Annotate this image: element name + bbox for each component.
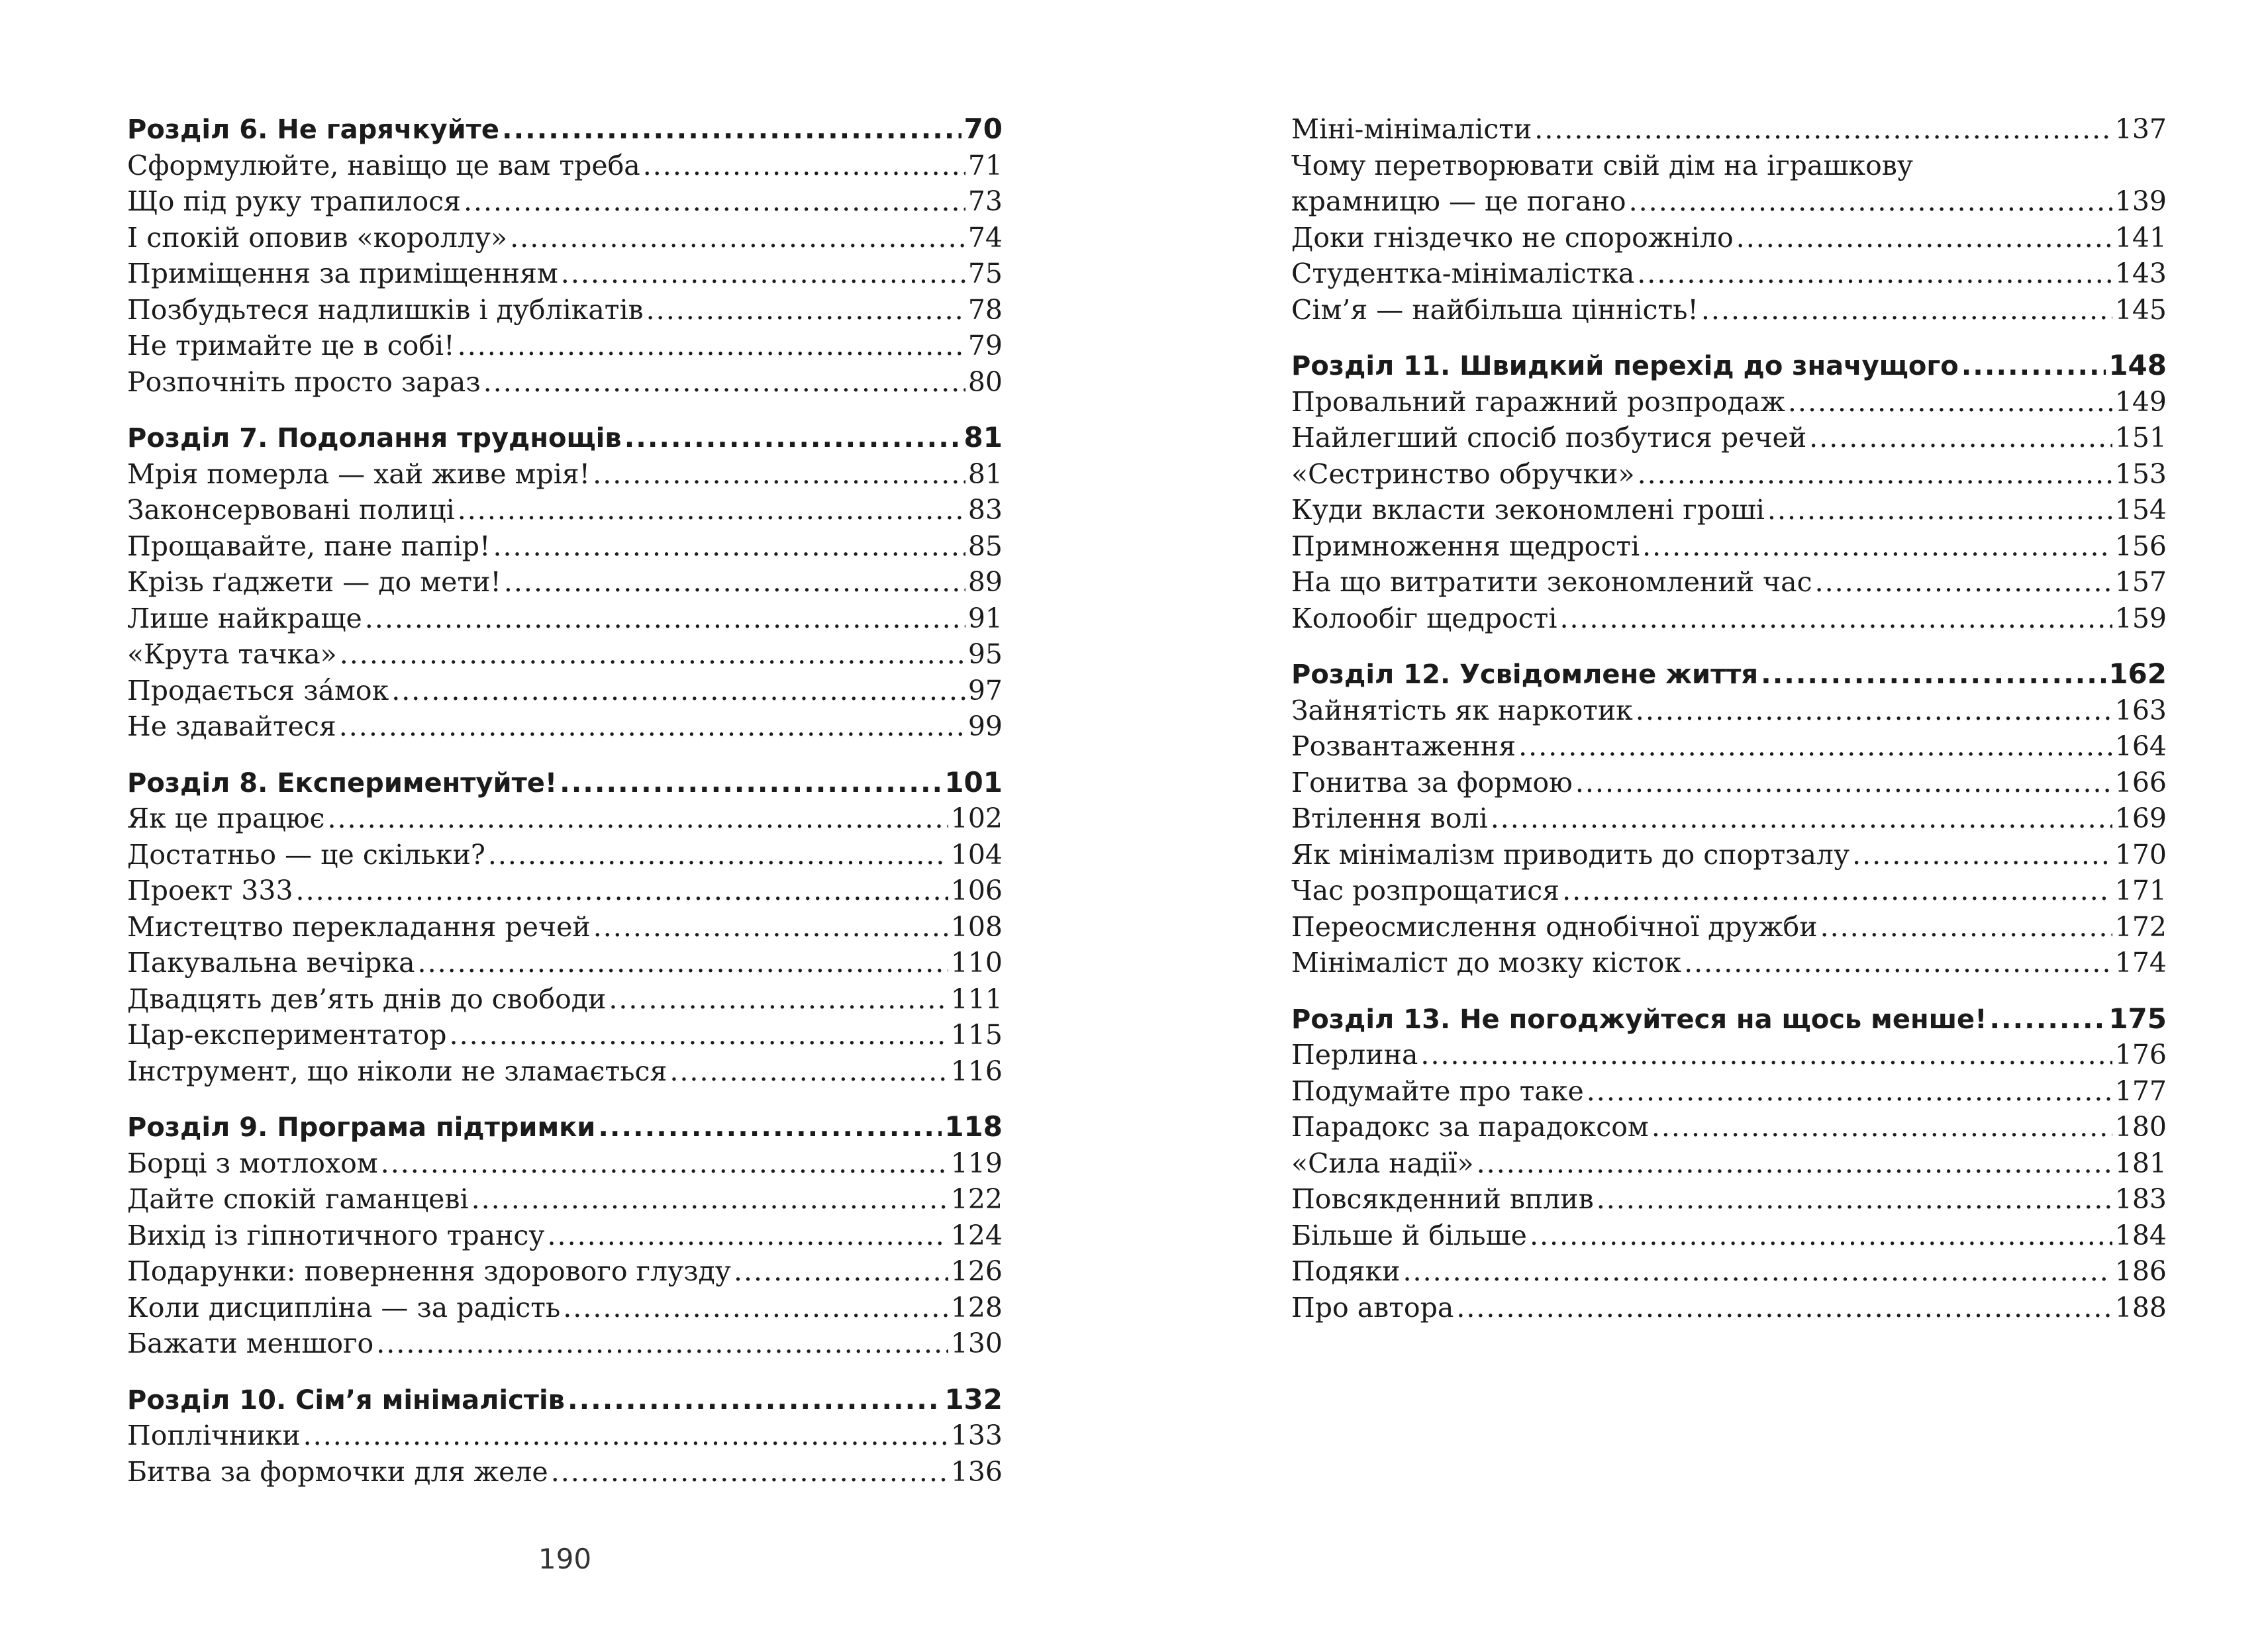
dot-leader	[327, 800, 948, 836]
toc-entry	[127, 1053, 1003, 1089]
toc-entry	[127, 456, 1003, 492]
entry-title: Вихід із гіпнотичного трансу	[127, 1219, 545, 1251]
entry-title: Мистецтво перекладання речей	[127, 910, 591, 943]
entry-title: Доки гніздечко не спорожніло	[1291, 221, 1734, 254]
toc-entry	[1291, 111, 2167, 147]
entry-title: Найлегший спосіб позбутися речей	[1291, 422, 1807, 454]
entry-title: Як це працює	[127, 802, 325, 834]
entry-page-number: 110	[950, 947, 1003, 979]
dot-leader	[1736, 220, 2112, 256]
dot-leader	[1961, 348, 2106, 383]
entry-title: Міні-мінімалісти	[1291, 113, 1532, 145]
entry-title: Втілення волі	[1291, 802, 1488, 834]
entry-page-number: 74	[967, 221, 1003, 254]
entry-title: «Сестринство обручки»	[1291, 458, 1635, 490]
toc-entry	[127, 328, 1003, 363]
dot-leader	[598, 1109, 942, 1145]
toc-chapter-entry	[1291, 1001, 2167, 1037]
toc-entry	[127, 183, 1003, 219]
dot-leader	[1559, 601, 2112, 636]
toc-entry	[1291, 1073, 2167, 1109]
entry-title: Зайнятість як наркотик	[1291, 694, 1633, 726]
entry-page-number: 119	[950, 1147, 1003, 1179]
chapter-title: Розділ 11. Швидкий перехід до значущого	[1291, 351, 1959, 381]
dot-leader	[504, 564, 965, 600]
toc-entry	[1291, 183, 2167, 219]
toc-entry	[127, 220, 1003, 256]
entry-page-number: 183	[2114, 1183, 2167, 1215]
toc-entry	[1291, 456, 2167, 492]
entry-page-number: 149	[2114, 385, 2167, 418]
dot-leader	[567, 1382, 942, 1418]
entry-page-number: 169	[2114, 802, 2167, 834]
entry-title: Перлина	[1291, 1039, 1418, 1071]
dot-leader	[1642, 528, 2112, 564]
entry-title: Подарунки: повернення здорового глузду	[127, 1255, 731, 1287]
toc-entry	[127, 1253, 1003, 1289]
toc-entry	[1291, 601, 2167, 636]
dot-leader	[1788, 384, 2112, 420]
toc-entry	[127, 364, 1003, 400]
entry-page-number: 151	[2114, 422, 2167, 454]
entry-title: І спокій оповив «короллу»	[127, 221, 508, 254]
dot-leader	[609, 981, 948, 1017]
entry-page-number: 145	[2114, 293, 2167, 326]
toc-entry	[127, 800, 1003, 836]
entry-page-number: 133	[950, 1420, 1003, 1451]
dot-leader	[561, 256, 965, 291]
dot-leader	[593, 909, 948, 945]
entry-title: Лише найкраще	[127, 602, 362, 634]
entry-page-number: 85	[967, 530, 1003, 562]
entry-title: Сім’я — найбільша цінність!	[1291, 293, 1699, 326]
chapter-title: Розділ 6. Не гарячкуйте	[127, 115, 499, 145]
entry-page-number: 115	[950, 1019, 1003, 1051]
entry-page-number: 186	[2114, 1255, 2167, 1287]
entry-title: Час розпрощатися	[1291, 875, 1560, 906]
entry-page-number: 102	[950, 802, 1003, 834]
entry-title: Розвантаження	[1291, 730, 1516, 762]
toc-entry	[1291, 728, 2167, 764]
entry-page-number: 99	[967, 710, 1003, 742]
entry-title: Битва за формочки для желе	[127, 1455, 548, 1488]
toc-entry	[1291, 693, 2167, 728]
dot-leader	[1456, 1290, 2112, 1326]
entry-page-number: 106	[950, 875, 1003, 906]
entry-page-number: 118	[944, 1110, 1003, 1143]
entry-page-number: 174	[2114, 947, 2167, 979]
entry-title: Коли дисципліна — за радість	[127, 1291, 561, 1324]
entry-page-number: 89	[967, 566, 1003, 598]
entry-title: Не тримайте це в собі!	[127, 330, 455, 362]
toc-entry	[127, 528, 1003, 564]
toc-entry	[1291, 1181, 2167, 1217]
dot-leader	[418, 945, 948, 981]
dot-leader	[1809, 420, 2112, 456]
dot-leader	[464, 183, 965, 219]
entry-title: Повсякденний вплив	[1291, 1183, 1594, 1215]
toc-entry	[127, 909, 1003, 945]
entry-title: Переосмислення однобічної дружби	[1291, 910, 1818, 943]
entry-page-number: 153	[2114, 458, 2167, 490]
entry-page-number: 157	[2114, 566, 2167, 598]
toc-entry	[1291, 1109, 2167, 1145]
entry-title: Цар-експериментатор	[127, 1019, 447, 1051]
entry-page-number: 70	[963, 113, 1003, 145]
toc-entry	[127, 945, 1003, 981]
entry-page-number: 97	[967, 674, 1003, 706]
entry-title: «Крута тачка»	[127, 638, 337, 670]
dot-leader	[643, 148, 965, 183]
entry-title: На що витратити зекономлений час	[1291, 566, 1812, 598]
dot-leader	[1852, 837, 2112, 873]
toc-entry	[1291, 800, 2167, 836]
toc-chapter-entry	[127, 765, 1003, 800]
toc-entry	[127, 492, 1003, 528]
entry-page-number: 91	[967, 602, 1003, 634]
dot-leader	[1820, 909, 2112, 945]
chapter-title: Розділ 7. Подолання труднощів	[127, 423, 622, 454]
entry-page-number: 116	[950, 1055, 1003, 1087]
dot-leader	[1761, 656, 2106, 692]
entry-title: Крізь ґаджети — до мети!	[127, 566, 501, 598]
toc-entry	[127, 981, 1003, 1017]
toc-entry	[127, 1290, 1003, 1326]
dot-leader	[376, 1326, 948, 1361]
dot-leader	[471, 1181, 948, 1217]
toc-chapter-entry	[127, 111, 1003, 147]
dot-leader	[646, 292, 965, 328]
entry-page-number: 162	[2108, 657, 2167, 690]
entry-title: Сформулюйте, навіщо це вам треба	[127, 149, 640, 181]
toc-entry	[127, 873, 1003, 908]
toc-chapter-entry	[1291, 348, 2167, 383]
toc-entry	[127, 1017, 1003, 1053]
chapter-title: Розділ 8. Експериментуйте!	[127, 767, 558, 798]
toc-entry	[127, 1218, 1003, 1253]
dot-leader	[381, 1145, 948, 1181]
chapter-title: Розділ 9. Програма підтримки	[127, 1112, 596, 1143]
dot-leader	[1420, 1037, 2112, 1073]
entry-title: Дайте спокій гаманцеві	[127, 1183, 469, 1215]
dot-leader	[1562, 873, 2112, 908]
entry-title: Чому перетворювати свій дім на іграшкову	[1291, 149, 1913, 181]
entry-page-number: 181	[2114, 1147, 2167, 1179]
toc-entry	[1291, 220, 2167, 256]
entry-page-number: 83	[967, 494, 1003, 526]
entry-title: Примноження щедрості	[1291, 530, 1640, 562]
entry-title: Як мінімалізм приводить до спортзалу	[1291, 838, 1850, 871]
chapter-title: Розділ 12. Усвідомлене життя	[1291, 659, 1759, 690]
dot-leader	[548, 1218, 948, 1253]
entry-title: Що під руку трапилося	[127, 185, 461, 217]
entry-title: Мрія померла — хай живе мрія!	[127, 458, 591, 490]
dot-leader	[502, 111, 961, 147]
page-number: 190	[538, 1543, 592, 1575]
entry-page-number: 126	[950, 1255, 1003, 1287]
toc-entry	[127, 292, 1003, 328]
dot-leader	[1989, 1001, 2106, 1037]
dot-leader	[1815, 564, 2112, 600]
toc-entry	[127, 256, 1003, 291]
dot-leader	[1534, 111, 2112, 147]
dot-leader	[1636, 693, 2112, 728]
dot-leader	[624, 420, 961, 456]
entry-page-number: 154	[2114, 494, 2167, 526]
entry-page-number: 188	[2114, 1291, 2167, 1324]
toc-entry	[1291, 1037, 2167, 1073]
toc-entry	[1291, 1145, 2167, 1181]
entry-title: Гонитва за формою	[1291, 766, 1573, 798]
toc-entry	[1291, 909, 2167, 945]
entry-title: Позбудьтеся надлишків і дублікатів	[127, 293, 644, 326]
dot-leader	[391, 673, 965, 708]
dot-leader	[1638, 456, 2112, 492]
dot-leader	[340, 636, 965, 672]
dot-leader	[1637, 256, 2112, 291]
dot-leader	[303, 1418, 948, 1453]
chapter-title: Розділ 13. Не погоджуйтеся на щось менше!	[1291, 1004, 1987, 1035]
entry-title: Інструмент, що ніколи не зламається	[127, 1055, 667, 1087]
entry-title: Куди вкласти зекономлені гроші	[1291, 494, 1765, 526]
toc-entry	[1291, 1218, 2167, 1253]
entry-title: Достатньо — це скільки?	[127, 838, 485, 871]
toc-entry	[127, 673, 1003, 708]
dot-leader	[1530, 1218, 2112, 1253]
entry-title: Подяки	[1291, 1255, 1401, 1287]
dot-leader	[493, 528, 965, 564]
toc-entry	[1291, 564, 2167, 600]
dot-leader	[563, 1290, 948, 1326]
toc-entry	[1291, 945, 2167, 981]
dot-leader	[1518, 728, 2112, 764]
entry-page-number: 122	[950, 1183, 1003, 1215]
entry-page-number: 73	[967, 185, 1003, 217]
dot-leader	[551, 1454, 948, 1490]
dot-leader	[450, 1017, 948, 1053]
dot-leader	[1597, 1181, 2112, 1217]
entry-page-number: 164	[2114, 730, 2167, 762]
entry-title: «Сила надії»	[1291, 1147, 1474, 1179]
entry-page-number: 124	[950, 1219, 1003, 1251]
entry-title: Не здавайтеся	[127, 710, 336, 742]
toc-chapter-entry	[127, 1382, 1003, 1418]
entry-title: Студентка-мінімалістка	[1291, 258, 1635, 289]
entry-title: Приміщення за приміщенням	[127, 258, 558, 289]
entry-title: Мінімаліст до мозку кісток	[1291, 947, 1682, 979]
toc-entry	[127, 601, 1003, 636]
toc-entry	[127, 837, 1003, 873]
entry-title: Пакувальна вечірка	[127, 947, 415, 979]
toc-entry	[127, 1181, 1003, 1217]
entry-title: Парадокс за парадоксом	[1291, 1111, 1649, 1143]
entry-title: крамницю — це погано	[1291, 185, 1626, 217]
entry-title: Колообіг щедрості	[1291, 602, 1557, 634]
dot-leader	[1767, 492, 2112, 528]
toc-entry	[1291, 873, 2167, 908]
entry-page-number: 172	[2114, 910, 2167, 943]
entry-title: Провальний гаражний розпродаж	[1291, 385, 1785, 418]
dot-leader	[1684, 945, 2112, 981]
toc-chapter-entry	[127, 1109, 1003, 1145]
entry-page-number: 79	[967, 330, 1003, 362]
toc-entry	[1291, 148, 2167, 183]
chapter-title: Розділ 10. Сім’я мінімалістів	[127, 1384, 565, 1416]
dot-leader	[296, 873, 948, 908]
entry-page-number: 137	[2114, 113, 2167, 145]
toc-entry	[127, 1454, 1003, 1490]
dot-leader	[1491, 800, 2112, 836]
entry-page-number: 177	[2114, 1075, 2167, 1107]
entry-page-number: 184	[2114, 1219, 2167, 1251]
entry-title: Борці з мотлохом	[127, 1147, 378, 1179]
toc-entry	[127, 708, 1003, 744]
dot-leader	[1629, 183, 2112, 219]
entry-page-number: 175	[2108, 1002, 2167, 1035]
dot-leader	[458, 492, 965, 528]
toc-entry	[1291, 256, 2167, 291]
entry-page-number: 166	[2114, 766, 2167, 798]
dot-leader	[458, 328, 965, 363]
entry-page-number: 81	[963, 421, 1003, 454]
entry-page-number: 170	[2114, 838, 2167, 871]
dot-leader	[1477, 1145, 2112, 1181]
entry-title: Поплічники	[127, 1420, 301, 1451]
entry-title: Більше й більше	[1291, 1219, 1527, 1251]
entry-page-number: 71	[967, 149, 1003, 181]
dot-leader	[1587, 1073, 2112, 1109]
toc-chapter-entry	[1291, 656, 2167, 692]
toc-entry	[1291, 420, 2167, 456]
entry-page-number: 128	[950, 1291, 1003, 1324]
dot-leader	[1575, 765, 2112, 800]
dot-leader	[339, 708, 965, 744]
entry-page-number: 104	[950, 838, 1003, 871]
toc-entry	[1291, 384, 2167, 420]
toc-chapter-entry	[127, 420, 1003, 456]
toc-entry	[127, 1326, 1003, 1361]
entry-page-number: 111	[950, 983, 1003, 1015]
entry-page-number: 130	[950, 1328, 1003, 1359]
entry-page-number: 143	[2114, 258, 2167, 289]
entry-page-number: 132	[944, 1382, 1003, 1416]
entry-page-number: 159	[2114, 602, 2167, 634]
entry-page-number: 163	[2114, 694, 2167, 726]
entry-title: Продається за́мок	[127, 674, 389, 706]
toc-entry	[127, 1418, 1003, 1453]
dot-leader	[365, 601, 965, 636]
entry-title: Прощавайте, пане папір!	[127, 530, 491, 562]
entry-title: Двадцять дев’ять днів до свободи	[127, 983, 607, 1015]
toc-entry	[1291, 765, 2167, 800]
toc-entry	[1291, 837, 2167, 873]
entry-page-number: 95	[967, 638, 1003, 670]
dot-leader	[560, 765, 942, 800]
toc-entry	[127, 636, 1003, 672]
entry-page-number: 171	[2114, 875, 2167, 906]
entry-page-number: 78	[967, 293, 1003, 326]
toc-entry	[127, 564, 1003, 600]
toc-entry	[1291, 292, 2167, 328]
entry-page-number: 139	[2114, 185, 2167, 217]
entry-page-number: 156	[2114, 530, 2167, 562]
toc-entry	[127, 148, 1003, 183]
entry-page-number: 148	[2108, 349, 2167, 381]
entry-page-number: 176	[2114, 1039, 2167, 1071]
entry-page-number: 136	[950, 1455, 1003, 1488]
toc-entry	[1291, 528, 2167, 564]
entry-page-number: 81	[967, 458, 1003, 490]
entry-page-number: 75	[967, 258, 1003, 289]
entry-title: Проект 333	[127, 875, 293, 906]
dot-leader	[510, 220, 965, 256]
toc-entry	[1291, 1253, 2167, 1289]
entry-page-number: 141	[2114, 221, 2167, 254]
toc-entry	[127, 1145, 1003, 1181]
dot-leader	[1701, 292, 2112, 328]
entry-title: Подумайте про таке	[1291, 1075, 1584, 1107]
dot-leader	[1652, 1109, 2112, 1145]
dot-leader	[1403, 1253, 2112, 1289]
dot-leader	[483, 364, 965, 400]
dot-leader	[593, 456, 965, 492]
dot-leader	[734, 1253, 948, 1289]
entry-page-number: 108	[950, 910, 1003, 943]
entry-title: Бажати меншого	[127, 1328, 374, 1359]
dot-leader	[488, 837, 948, 873]
entry-title: Законсервовані полиці	[127, 494, 455, 526]
toc-entry	[1291, 492, 2167, 528]
dot-leader	[669, 1053, 948, 1089]
entry-page-number: 101	[944, 765, 1003, 798]
entry-title: Розпочніть просто зараз	[127, 365, 481, 398]
entry-page-number: 80	[967, 365, 1003, 398]
toc-entry	[1291, 1290, 2167, 1326]
entry-title: Про автора	[1291, 1291, 1454, 1324]
entry-page-number: 180	[2114, 1111, 2167, 1143]
